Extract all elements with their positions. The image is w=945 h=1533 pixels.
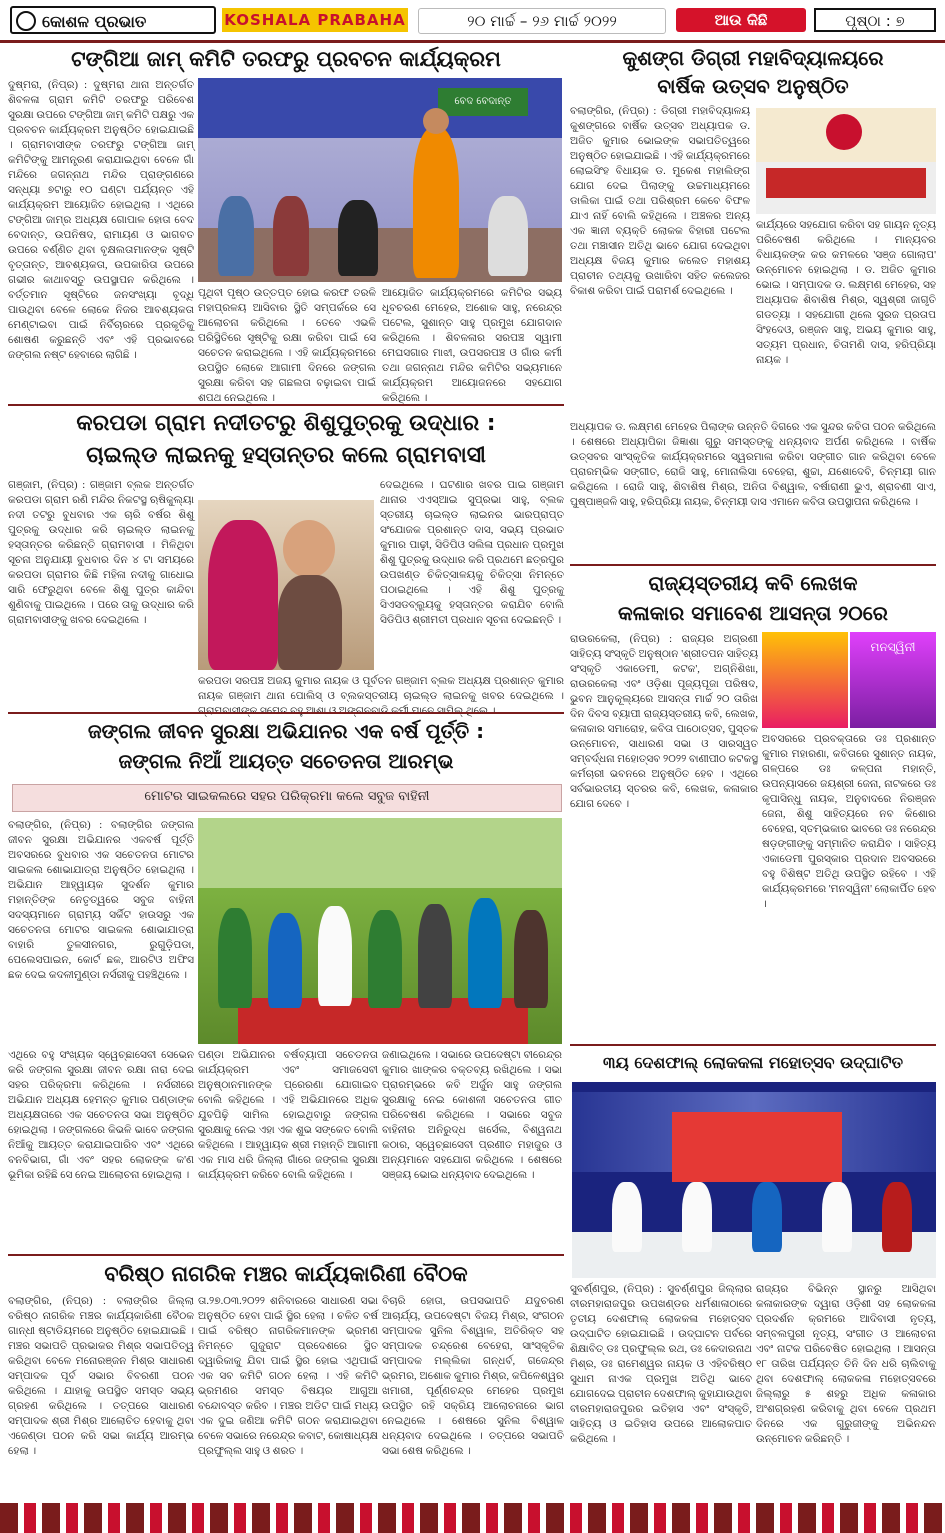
article3-photo xyxy=(198,500,374,670)
article3-body-col1: ଗଞ୍ଜାମ, (ନିପ୍ର) : ଗଞ୍ଜାମ ବ୍ଲକ ଅନ୍ତର୍ଗତ କରପଡା ଗ୍ରାମ ରଣି ମନ୍ଦିର ନିକଟସ୍ଥ ଋଷିକୁଲ୍ୟା ନଦୀ ତଟରୁ ବୁଧବାର ଏକ ଚାରି ବର୍ଷର ଶିଶୁ ପୁତ୍ରକୁ ଉଦ୍ଧାର କରି ଚାଇଲ୍ଡ ଲାଇନକୁ ହସ୍ତାନ୍ତର କରିଛନ୍ତି ଗ୍ରାମବାସୀ । ମିଳିଥିବା ସୂଚନା ଅନୁଯାୟୀ ବୁଧବାର ଦିନ ୪ ଟା ସମୟରେ କରପଡା ଗ୍ରାମର କିଛି ମହିଳା ନଦୀକୁ ଗାଧୋଇ ସାରି ଫେରୁଥିବା ବେଳେ ଶିଶୁ ପୁତ୍ର କାନ୍ଦିବା ଶୁଣିବାକୁ ପାଇଥିଲେ । ପରେ ତାକୁ ଉଦ୍ଧାର କରି ଗ୍ରାମବାସୀଙ୍କୁ ଖବର ଦେଇଥିଲେ । xyxy=(8,480,194,626)
divider xyxy=(570,564,936,566)
article6-body-col2: ରାଜ୍ୟର ବିଭିନ୍ନ ସ୍ଥାନରୁ ଆସିଥିବା କଳାକାରଙ୍କ ଦ୍ୱାରା ଓଡ଼ିଶୀ ସହ ଲୋକକଳା ପ୍ରଦର୍ଶନ କ୍ରମରେ ଆଦିବାସୀ ନୃତ୍ୟ, ସମ୍ବଲପୁରୀ ନୃତ୍ୟ, ସଂଗୀତ ଓ ଆଲୋଚନା ଏବଂ ନାଟକ ପରିବେଷିତ ହୋଇଥିଲା । ଆସନ୍ତା ୧୮ ତାରିଖ ପର୍ଯ୍ୟନ୍ତ ତିନି ଦିନ ଧରି ଚାଲିବାକୁ ଥିବା ଦେଶଫାଲ୍ ଲୋକକଳା ମହୋତ୍ସବରେ ଜିଲ୍ଲାରୁ ୫ ଶହରୁ ଅଧିକ କଳାକାର ଅଂଶଗ୍ରହଣ କରିବାକୁ ଥିବା ବେଳେ ପ୍ରଥମ ଦିନରେ ଏକ ଗୁରୁଜୀଙ୍କୁ ଅଭିନନ୍ଦନ ଉନ୍ମୋଚନ କରିଛନ୍ତି । xyxy=(756,1284,936,1445)
article3-headline-line2: ଚାଇଲ୍ଡ ଲାଇନକୁ ହସ୍ତାନ୍ତର କଲେ ଗ୍ରାମବାସୀ xyxy=(86,443,486,468)
group-member xyxy=(368,910,402,1008)
section-label: ଆଉ କିଛି xyxy=(676,8,806,32)
group-member xyxy=(268,913,302,1008)
divider xyxy=(8,1254,564,1256)
seated-person xyxy=(338,200,378,276)
logo-text: କୋଶଳ ପ୍ରଭାତ xyxy=(42,12,147,31)
article1-body-col2: ପୃଥିବୀ ପୃଷ୍ଠ ଉତ୍ତପ୍ତ ହୋଇ କରଫ ତରଳି ମହାପ୍ରଳୟ ଆସିବାର ସ୍ଥିତି ସମ୍ପର୍କରେ ସେ ଆଲୋଚନା କରିଥିଲେ । ତେବେ ଏଭଳି ପରିସ୍ଥିତିରେ ସୃଷ୍ଟିକୁ ରକ୍ଷା କରିବା ପାଇଁ ସେ ସଚେତନ କରାଇଥିଲେ । ଏହି କାର୍ଯ୍ୟକ୍ରମରେ ଉପସ୍ଥିତ ଲୋକେ ଆଗାମୀ ଦିନରେ ଜଙ୍ଗଲ ସୁରକ୍ଷା କରିବା ସହ ଗଛଲତା ବଢ଼ାଇବା ପାଇଁ ଶପଥ ନେଇଥିଲେ । xyxy=(198,288,376,404)
article5-body-col3: ପଣ୍ଡା ଅଭିଯାନର ବର୍ଷବ୍ୟାପୀ ସଚେତନତା କାର୍ଯ୍ୟକ୍ରମ ଏବଂ ସମାଜସେବୀ ଅନୁଷ୍ଠାନମାନଙ୍କ ପ୍ରେରଣା ଯୋଗାଇବ ବୋଲି କହିଥିଲେ । ଏହି ଅଭିଯାନରେ ଅଧିକ ଯୁବପିଢ଼ି ସାମିଲ ହୋଇଥିବାରୁ ଜଙ୍ଗଲ ସୁରକ୍ଷାକୁ ନେଇ ଏହା ଏକ ଶୁଭ ସଙ୍କେତ ବୋଲି କହିଥିଲେ । ଆହ୍ୱାୟକ ଶ୍ରୀ ମହାନ୍ତି ଆଗାମୀ ଏକ ମାସ ଧରି ଜିଲ୍ଲା ଗାଁରେ ଜଙ୍ଗଲ ସୁରକ୍ଷା କାର୍ଯ୍ୟକ୍ରମ କରିବେ ବୋଲି କହିଥିଲେ । xyxy=(198,1050,378,1181)
article2-body-col1: ବଲାଙ୍ଗିର, (ନିପ୍ର) : ଡିଗ୍ରୀ ମହାବିଦ୍ୟାଳୟ କୁଶଙ୍ଗରେ ବାର୍ଷିକ ଉତ୍ସବ ଅଧ୍ୟାପକ ଡ. ଅଜିତ କୁମାର ଭୋଇଙ୍କ ସଭାପତିତ୍ୱରେ ଅନୁଷ୍ଠିତ ହୋଇଯାଇଛି । ଏହି କାର୍ଯ୍ୟକ୍ରମରେ ଲୋଇସିଂହ ବିଧାୟକ ଡ. ମୁକେଶ ମହାଲିଙ୍ଗ ଯୋଗ ଦେଇ ପିଲାଙ୍କୁ ଉଚ୍ଚମାଧ୍ୟମରେ ଡାଲିକା ପାଇଁ ତଥା ପରିଶ୍ରମ କେବେ ବିଫଳ ଯାଏ ନାହିଁ ବୋଲି କହିଥିଲେ । ଅଞ୍ଚଳର ଅନ୍ୟ ଏକ ଜ୍ଞାନୀ ବ୍ୟକ୍ତି ଲୋକକ ବିହାରୀ ପଟେଲ ତଥା ମଞ୍ଚାସୀନ ଅତିଥି ଭାବେ ଯୋଗ ଦେଇଥିବା ଅଧ୍ୟକ୍ଷ ବିଜୟ କୁମାର କଲେତ ମହାଶୟ ପ୍ରାଚୀନ ତଥ୍ୟକୁ ଉଖାରିବା ସହିତ କଲେଜର ବିକାଶ କରିବା ପାଇଁ ପରାମର୍ଶ ଦେଇଥିଲେ । xyxy=(570,106,750,297)
article6-stage-photo xyxy=(572,1082,936,1278)
group-member xyxy=(318,906,352,1006)
festival-backdrop xyxy=(672,1112,842,1182)
seated-person xyxy=(273,196,309,276)
article1-photo xyxy=(198,78,562,282)
brand-name: KOSHALA PRABAHA xyxy=(222,8,408,32)
divider xyxy=(8,712,564,714)
seated-person xyxy=(218,196,254,276)
article7-headline: ବରିଷ୍ଠ ନାଗରିକ ମଞ୍ଚର କାର୍ଯ୍ୟକାରିଣୀ ବୈଠକ xyxy=(104,1262,468,1286)
newspaper-logo xyxy=(10,6,216,34)
guest-figure xyxy=(822,1182,852,1252)
article5-subheading: ମୋଟର ସାଇକଲରେ ସହର ପରିକ୍ରମା କଲେ ସବୁଜ ବାହିନୀ xyxy=(12,784,562,812)
speaker-head xyxy=(423,108,449,134)
group-member xyxy=(218,908,252,1008)
article5-body-col1: ବଲାଙ୍ଗିର, (ନିପ୍ର) : ବଲାଙ୍ଗିର ଜଙ୍ଗଲ ଜୀବନ ସୁରକ୍ଷା ଅଭିଯାନର ଏକବର୍ଷ ପୂର୍ତ୍ତି ଅବସରରେ ବୁଧବାର ଏକ ସଚେତନତା ମୋଟର ସାଇକଲ ଶୋଭାଯାତ୍ରା ଅନୁଷ୍ଠିତ ହୋଇଥିଲା । ଅଭିଯାନ ଆହ୍ୱାୟକ ସୁଦର୍ଶନ କୁମାର ମହାନ୍ତିଙ୍କ ନେତୃତ୍ୱରେ ସବୁଜ ବାହିନୀ ସଦସ୍ୟମାନେ ଗ୍ରାମ୍ୟ ସର୍କିଟ ହାଉସରୁ ଏକ ସଚେତନତା ମୋଟର ସାଇକଲ ଶୋଭାଯାତ୍ରା ବାହାରି ତୁଳସୀନଗର, ରୁଗୁଡ଼ିପଡା, ପେଲେସପାଇନ, କୋର୍ଟ ଛକ, ଆରଟିଓ ଅଫିସ ଛକ ଦେଇ କଦଳୀମୁଣ୍ଡା ନର୍ସରୀକୁ ପହଞ୍ଚିଥିଲେ । xyxy=(8,820,194,981)
guest-figure xyxy=(882,1182,912,1252)
article4-body-col2: ଅବସରରେ ପ୍ରବକ୍ତାରେ ଡଃ ପ୍ରଶାନ୍ତ କୁମାର ମହାରଣା, କବିତାରେ ସୁଶାନ୍ତ ନାୟକ, ଗଳ୍ପରେ ଡଃ କଳ୍ପନା ମହାନ୍ତି, ଉପନ୍ୟାସରେ ଜୟଶ୍ରୀ ଜେନା, ନାଟକରେ ଡଃ କୃପାସିନ୍ଧୁ ନାୟକ, ଅନୁବାଦରେ ନିରଞ୍ଜନ ଜେନା, ଶିଶୁ ସାହିତ୍ୟରେ ନବ କିଶୋର ବେହେରା, ସ୍ତମ୍ଭକାର ଭାବରେ ଡଃ ନରେନ୍ଦ୍ର ଷଡ଼ଙ୍ଗୀଙ୍କୁ ସମ୍ମାନିତ କରାଯିବ । ସାହିତ୍ୟ ଏକାଡେମୀ ପୁରସ୍କାର ପ୍ରଦାନ ଅବସରରେ ବହୁ ବିଶିଷ୍ଟ ଅତିଥି ଉପସ୍ଥିତ ରହିବେ । ଏହି କାର୍ଯ୍ୟକ୍ରମରେ 'ମନସ୍ୱିନୀ' ଲୋକାର୍ପିତ ହେବ । xyxy=(762,734,936,910)
woman-figure xyxy=(208,520,278,670)
college-emblem-icon xyxy=(826,114,862,150)
article2-photo xyxy=(756,108,936,214)
article5-headline-line2: ଜଙ୍ଗଲ ନିଆଁ ଆୟତ୍ତ ସଚେତନତା ଆରମ୍ଭ xyxy=(118,749,454,773)
guest-figure xyxy=(752,1182,782,1252)
article2-body-col3: ଅଧ୍ୟାପକ ଡ. ଲକ୍ଷ୍ମଣ ମେହେର ପିଲାଙ୍କ ଉନ୍ନତି ଦିଗରେ ଏକ ସୁନ୍ଦର କବିତା ପଠନ କରିଥିଲେ । ଶେଷରେ ଅଧ୍ୟାପିକା ଜିଜ୍ଞାଶା ଗୁରୁ ସମସ୍ତଙ୍କୁ ଧନ୍ୟବାଦ ଅର୍ପଣ କରିଥିଲେ । ବାର୍ଷିକ ଉତ୍ସବର ସାଂସ୍କୃତିକ କାର୍ଯ୍ୟକ୍ରମରେ ସ୍ୱରମାଳା କରିବା ସଙ୍ଗୀତ ଗାନ କରିଥିବା ବେଳେ ପ୍ରାରମ୍ଭିକ ସଙ୍ଗୀତ, ରୋଜି ସାହୁ, ମୋନାଲିସା ବେହେରା, ଶୁଚ୍ଚା, ଯଶୋଦେବି, ଚିନ୍ମୟୀ ଗାନ କରିଥିଲେ । ରୋଜି ସାହୁ, ଶିବାଶିଷ ମିଶ୍ର, ଅନିତା ବିଶ୍ୱାଳ, ବର୍ଷାରାଣୀ ଭୁଏ, ଶ୍ରାବଣୀ ସାଏ, ପୁଷ୍ପାଞ୍ଜଳି ସାହୁ, ହରିପ୍ରିୟା ନାୟକ, ଚିନ୍ମୟୀ ଦାସ ଏମାନେ କବିତା ଉପସ୍ଥାପନା କରିଥିଲେ । xyxy=(570,422,936,508)
article5-headline-line1: ଜଙ୍ଗଲ ଜୀବନ ସୁରକ୍ଷା ଅଭିଯାନର ଏକ ବର୍ଷ ପୂର୍ତ୍ତି : xyxy=(87,719,485,743)
article7-body-col2: ତା.୨୭.୦୩.୨୦୨୨ ଶନିବାରରେ ସାଧାରଣ ସଭା ଅନୁଷ୍ଠିତ ହେବା ପାଇଁ ସ୍ଥିର ହେଲା । ଚଳିତ ବର୍ଷ ପାଇଁ ବରିଷ୍ଠ ନାଗରିକମାନଙ୍କ ଭ୍ରମଣ ନିମନ୍ତେ ଗୁଜୁରାଟ ପ୍ରଦେଶରେ ସ୍ଥିତ ଦ୍ୱାରିକାକୁ ଯିବା ପାଇଁ ସ୍ଥିର ହୋଇ ଏଥିପାଇଁ ଏକ ସବ କମିଟି ଗଠନ ହେଲା । ଏହି କମିଟି ଭ୍ରମଣର ସମସ୍ତ ବିଷୟର ଆଗୁଆ ବନ୍ଦୋବସ୍ତ କରିବ । ମଞ୍ଚର ଅଡିଟ ପାଇଁ ମଧ୍ୟ ଏକ ଦୁଇ ଜଣିଆ କମିଟି ଗଠନ କରାଯାଇଥିବା ବେଳେ ସଭାରେ ନରେନ୍ଦ୍ର କବାଟ, କୋଷାଧ୍ୟକ୍ଷ ପ୍ରଫୁଲ୍ଲ ସାହୁ ଓ ଶରତ । xyxy=(198,1296,378,1457)
guest-figure xyxy=(682,1182,712,1252)
book-cover-1 xyxy=(762,632,848,728)
article7-body-col3: ବିଚାରି ହୋତା, ଉପସଭାପତି ଯଦୁଚରଣ ଆଚାର୍ଯ୍ୟ, ଉପଦେଷ୍ଟା ବିଜୟ ମିଶ୍ର, ସଂଗଠନ ସମ୍ପାଦକ ସୁନିଲ ବିଶ୍ୱାଳ, ଅତିରିକ୍ତ ସହ ସମ୍ପାଦକ ଚନ୍ଦ୍ରେଶ ବେହେରା, ସାଂସ୍କୃତିକ ସମ୍ପାଦକ ମଲ୍ଲିକା ଗନ୍ଧର୍ବ, ଗଜେନ୍ଦ୍ର ଭ୍ରମର, ଅଶୋକ କୁମାର ମିଶ୍ର, କପିଳେଶ୍ୱର ଖମାରୀ, ପୂର୍ଣ୍ଣଚନ୍ଦ୍ର ମେହେର ପ୍ରମୁଖ ଉପସ୍ଥିତ ରହି ସକ୍ରିୟ ଆଲୋଚନାରେ ଭାଗ ନେଇଥିଲେ । ଶେଷରେ ସୁନିଲ ବିଶ୍ୱାଳ ଧନ୍ୟବାଦ ଦେଇଥିଲେ । ତତ୍ପରେ ସଭାପତି ସଭା ଶେଷ କରିଥିଲେ । xyxy=(382,1296,564,1457)
child-head xyxy=(283,520,335,578)
group-member xyxy=(468,898,502,1008)
article1-body-col3: ଆୟୋଜିତ କାର୍ଯ୍ୟକ୍ରମରେ କମିଟିର ସଭ୍ୟ ଧୂବଚରଣ ମେହେର, ଅଶୋକ ସାହୁ, ନରେନ୍ଦ୍ର ପଟେଲ, ସୁଶାନ୍ତ ସାହୁ ପ୍ରମୁଖ ଯୋଗଦାନ କରିଥିଲେ । ଶିବଳଳାର ସରପଞ୍ଚ ସ୍ୱାମୀ ମେଘସଗାର ମାଝୀ, ଉପସରପଞ୍ଚ ଓ ଗାଁର କର୍ମୀ ତଥା ଜଗନ୍ନାଥ ମନ୍ଦିର କମିଟିର ସଭ୍ୟମାନେ କାର୍ଯ୍ୟକ୍ରମ ଆୟୋଜନରେ ସହଯୋଗ କରିଥିଲେ । xyxy=(382,288,562,404)
issue-date: ୨୦ ମାର୍ଚ୍ଚ – ୨୬ ମାର୍ଚ୍ଚ ୨୦୨୨ xyxy=(418,8,666,34)
article6-body-col1: ସୁବର୍ଣ୍ଣପୁର, (ନିପ୍ର) : ସୁବର୍ଣ୍ଣପୁର ଜିଲ୍ଲାର ବୀରମହାରାଜପୁର ଉପଖଣ୍ଡର ଧର୍ମଶାଳାଠାରେ ତୃତୀୟ ଦେଶଫାଲ୍ ଲୋକକଳା ମହୋତ୍ସବ ଉଦ୍‌ଘାଟିତ ହୋଇଯାଇଛି । ଉଦ୍‌ଘାଟନ ପର୍ବରେ ଶିକ୍ଷାବିତ୍ ଡଃ ପ୍ରଫୁଲ୍ଲ ରଥ, ଡଃ କେଦାରନାଥ ମିଶ୍ର, ଡଃ ରାମେଶ୍ୱର ନାୟକ ଓ ଏହିବରିଷ୍ଠ ସୁଧାମ ନାଏକ ପ୍ରମୁଖ ଅତିଥି ଭାବେ ଯୋଗଦେଇ ପ୍ରାଚୀନ ଦେଶଫାଲ୍ କୁହାଯାଉଥିବା ବୀରମହାରାଜପୁରର ଇତିହାସ ଏବଂ ସଂସ୍କୃତି, ସାହିତ୍ୟ ଓ ଇତିହାସ ଉପରେ ଆଲୋକପାତ କରିଥିଲେ । xyxy=(570,1284,752,1445)
article1-body-col1: ଦୁଷ୍ମରା, (ନିପ୍ର) : ଦୁଷ୍ମରା ଥାନା ଅନ୍ତର୍ଗତ ଶିବଳଳା ଗ୍ରାମ କମିଟି ତରଫରୁ ପରିବେଶ ସୁରକ୍ଷା ଉପରେ ଟଙ୍ଗିଆ ଜାମ୍ କମିଟି ପକ୍ଷରୁ ଏକ ପ୍ରବଚନ କାର୍ଯ୍ୟକ୍ରମ ଅନୁଷ୍ଠିତ ହୋଇଯାଇଛି । ଗ୍ରାମବାସୀଙ୍କ ତରଫରୁ ଟଙ୍ଗିଆ ଜାମ୍ କମିଟିଙ୍କୁ ଆମନ୍ତ୍ରଣ କରାଯାଇଥିବା ବେଳେ ଗାଁ ମନ୍ଦିରେ ଜଗନ୍ନାଥ ମନ୍ଦିର ପ୍ରାଙ୍ଗଣରେ ସନ୍ଧ୍ୟା ୭ଟାରୁ ୧୦ ଘଣ୍ଟା ପର୍ଯ୍ୟନ୍ତ ଏହି କାର୍ଯ୍ୟକ୍ରମ ଆୟୋଜିତ ହୋଇଥିଲା । ଏଥିରେ ଟଙ୍ଗିଆ ଜାମ୍‌ର ଅଧ୍ୟକ୍ଷ ଗୋପାଳ ହୋତା ବେଦ ବେଦାନ୍ତ, ଉପନିଷଦ, ରାମାୟଣ ଓ ଭାଗବତ ଉପରେ ବର୍ଣ୍ଣିତ ଥିବା ବୃକ୍ଷଲତାମାନଙ୍କ ସୃଷ୍ଟି ବୃତ୍ତାନ୍ତ, ଆବଶ୍ୟକତା, ଉପକାରିତା ଉପରେ ଗଭୀର କାଥାବସ୍ତୁ ଉପସ୍ଥାପନ କରିଥିଲେ । ବର୍ତ୍ତମାନ ସୃଷ୍ଟିରେ ଜନସଂଖ୍ୟା ବୃଦ୍ଧି ପାଉଥିବା ବେଳେ ଲୋକେ ନିଜର ଆବଶ୍ୟକତା ମେଣ୍ଟାଇବା ପାଇଁ ନିର୍ବିଚାରରେ ପ୍ରକୃତିକୁ ଶୋଷଣ କରୁଛନ୍ତି ଏବଂ ଏହି ପ୍ରଭାବରେ ଜଙ୍ଗଲ ନଷ୍ଟ ହେବାରେ ଲାଗିଛି । xyxy=(8,80,194,361)
dais-table xyxy=(766,168,926,198)
stage-banner: ବେଦ ବେଦାନ୍ତ xyxy=(438,88,528,116)
article4-headline-line2: କଳାକାର ସମାବେଶ ଆସନ୍ତା ୨୦ରେ xyxy=(618,601,888,625)
guest-figure xyxy=(612,1182,642,1252)
child-figure xyxy=(278,575,342,670)
article4-book-covers xyxy=(762,632,936,728)
logo-emblem-icon xyxy=(16,11,36,31)
article1-headline: ଟଙ୍ଗିଆ ଜାମ୍ କମିଟି ତରଫରୁ ପ୍ରବଚନ କାର୍ଯ୍ୟକ୍ରମ xyxy=(71,47,501,71)
article6-headline: ୩ୟ ଦେଶଫାଲ୍ ଲୋକକଳା ମହୋତ୍ସବ ଉଦ୍‌ଘାଟିତ xyxy=(603,1053,903,1072)
article5-body-col4: ଜଣାଇଥିଲେ । ସଭାରେ ଉପଦେଷ୍ଟା ବୀରେନ୍ଦ୍ର କୁମାର ଖାଙ୍କର ବକ୍ତବ୍ୟ ରଖିଥିଲେ । ସଭା ପ୍ରାରମ୍ଭରେ କବି ଅର୍ଜୁନ ସାହୁ ଜଙ୍ଗଲ ସୁରକ୍ଷାକୁ ନେଇ କୋଶଳୀ ସଚେତନତା ଗୀତ ପରିବେଷଣ କରିଥିଲେ । ସଭାରେ ସବୁଜ ବାହିନୀର ଅନିରୁଦ୍ଧ ଖର୍ସେଲ, ବିଶ୍ୱନାଥ କଠାର, ସ୍ୱେଚ୍ଛାସେବୀ ପ୍ରଣୀତ ମହାଜୁର ଓ ଅନ୍ୟମାନେ ସହଯୋଗ କରିଥିଲେ । ଶେଷରେ ସଞ୍ଜୟ ଭୋଇ ଧନ୍ୟବାଦ ଦେଇଥିଲେ । xyxy=(382,1050,562,1181)
speaker-figure xyxy=(413,128,459,278)
article4-headline-line1: ରାଜ୍ୟସ୍ତରୀୟ କବି ଲେଖକ xyxy=(648,571,858,595)
article5-group-photo xyxy=(198,818,562,1044)
article5-body-col2: ଏଥିରେ ବହୁ ସଂଖ୍ୟକ ସ୍ୱେଚ୍ଛାସେବୀ ସେଭେନ କରି ଜଙ୍ଗଲ ସୁରକ୍ଷା ଜୀବନ ରକ୍ଷା ନାରା ଦେଇ ସହର ପରିକ୍ରମା କରିଥିଲେ । ନର୍ସରୀରେ ଅଭିଯାନ ଅଧ୍ୟକ୍ଷ ହେମନ୍ତ କୁମାର ପଣ୍ଡାଙ୍କ ଅଧ୍ୟକ୍ଷତାରେ ଏକ ସଚେତନତା ସଭା ଅନୁଷ୍ଠିତ ହୋଇଥିଲା । ଜଙ୍ଗଲରେ କିଭଳି ଭାବେ ଜଙ୍ଗଲ ନିଆଁକୁ ଆୟତ୍ତ କରାଯାଇପାରିବ ଏବଂ ଏଥିରେ ବନବିଭାଗ, ଗାଁ ଏବଂ ସହର ଲୋକଙ୍କ କ'ଣ ଭୂମିକା ରହିଛି ସେ ନେଇ ଆଲୋଚନା ହୋଇଥିଲା । xyxy=(8,1050,194,1181)
divider xyxy=(570,1044,936,1046)
article3-body-col2: ଦେଇଥିଲେ । ଘଟଣାର ଖବର ପାଇ ଗଞ୍ଜାମ ଥାନାର ଏଏସ୍‌ଆଇ ସୁପ୍ରଭା ସାହୁ, ବ୍ଲକ ସ୍ତରୀୟ ଚାଇଲ୍ଡ ଲାଇନର ଭାରପ୍ରାପ୍ତ ସଂଯୋଜକ ପ୍ରଶାନ୍ତ ଦାସ, ସଭ୍ୟ ପ୍ରଭାତ କୁମାର ପାଢ଼ୀ, ସିଡିପିଓ ସଲିଳା ପ୍ରଧାନ ପ୍ରମୁଖ ଶିଶୁ ପୁତ୍ରକୁ ଉଦ୍ଧାର କରି ପ୍ରଥମେ ଛତ୍ରପୁର ଉପଖଣ୍ଡ ଚିକିତ୍ସାଳୟକୁ ଚିକିତ୍ସା ନିମନ୍ତେ ପଠାଇଥିଲେ । ଏହି ଶିଶୁ ପୁତ୍ରକୁ ସିଏସଡବ୍ଲ୍ୟୁକୁ ହସ୍ତାନ୍ତର କରାଯିବ ବୋଲି ସିଡିପିଓ ଶ୍ରୀମତୀ ପ୍ରଧାନ ସୂଚନା ଦେଇଛନ୍ତି । xyxy=(380,480,564,626)
group-member xyxy=(418,904,452,1008)
article7-body-col1: ବଲାଙ୍ଗିର, (ନିପ୍ର) : ବଲାଙ୍ଗିର ଜିଲ୍ଲା ବରିଷ୍ଠ ନାଗରିକ ମଞ୍ଚର କାର୍ଯ୍ୟକାରିଣୀ ବୈଠକ ଗାନ୍ଧୀ ଷ୍ଟାଡିୟମରେ ଅନୁଷ୍ଠିତ ହୋଇଯାଇଛି । ମଞ୍ଚର ସଭାପତି ପ୍ରଭାକର ମିଶ୍ର ସଭାପତିତ୍ୱ କରିଥିବା ବେଳେ ମନୋରଞ୍ଜନ ମିଶ୍ର ସାଧାରଣ ସମ୍ପାଦକ ପୂର୍ବ ସଭାର ବିବରଣୀ ପଠନ କରିଥିଲେ । ଯାହାକୁ ଉପସ୍ଥିତ ସମସ୍ତ ସଭ୍ୟ ଗ୍ରହଣ କରିଥିଲେ । ତତ୍ପରେ ସାଧାରଣ ସମ୍ପାଦକ ଶ୍ରୀ ମିଶ୍ର ଆଲୋଚିତ ହେବାକୁ ଥିବା ଏଜେଣ୍ଡା ପଠନ କରି ସଭା କାର୍ଯ୍ୟ ଆରମ୍ଭ ହେଲା । xyxy=(8,1296,194,1457)
article3-headline-line1: କରପଡା ଗ୍ରାମ ନଦୀତଟରୁ ଶିଶୁପୁତ୍ରକୁ ଉଦ୍ଧାର : xyxy=(76,411,496,436)
article2-body-col2: କାର୍ଯ୍ୟରେ ସହଯୋଗ କରିବା ସହ ଗାୟନ ନୃତ୍ୟ ପରିବେଷଣ କରିଥିଲେ । ମାନ୍ୟବର ବିଧାୟକଙ୍କ କର କମଳରେ 'ସଞ୍ଜ ଗୋଲାପ' ଉନ୍ମୋଚନ ହୋଇଥିଲା । ଡ. ଅଜିତ କୁମାର ଭୋଇ । ସମ୍ପାଦକ ଡ. ଲକ୍ଷ୍ମଣ ମେହେର, ସହ ଅଧ୍ୟାପକ ଶିବାଶିଷ ମିଶ୍ର, ସ୍ୱଶ୍ରୀ ଜାଗୃତି ଗଡତ୍ୟା । ସହଯୋଗୀ ଥିଲେ ସୁରଜ ପ୍ରତାପ ସିଂହଦେଓ, ରଞ୍ଜନ ସାହୁ, ଅଭୟ କୁମାର ସାହୁ, ସତ୍ୟମ ପ୍ରଧାନ, ଚିତାମଣି ଦାସ, ହରିପ୍ରିୟା ନାୟକ । xyxy=(756,220,936,366)
page-number: ପୃଷ୍ଠା : ୭ xyxy=(814,8,936,32)
group-member xyxy=(514,910,548,1008)
article2-headline-line2: ବାର୍ଷିକ ଉତ୍ସବ ଅନୁଷ୍ଠିତ xyxy=(657,74,849,98)
trees-background xyxy=(198,818,562,888)
article4-body-col1: ରାଉରକେଲା, (ନିପ୍ର) : ରାଜ୍ୟର ଅଗ୍ରଣୀ ସାହିତ୍ୟ ସଂସ୍କୃତି ଅନୁଷ୍ଠାନ 'ଶ୍ରୀତପନ ସାହିତ୍ୟ ସଂସ୍କୃତି ଏକାଡେମୀ, କଟକ', ଅଗ୍ନିଶିଖା, ରାଉରକେଲା ଏବଂ ଓଡ଼ିଶା ପୂଜ୍ୟପୂଜା ପରିଷଦ, ଭୁବନ ଆନୁକୂଲ୍ୟରେ ଆସନ୍ତା ମାର୍ଚ୍ଚ ୨୦ ତାରିଖ ଦିନ ଦିବସ ବ୍ୟାପୀ ରାଜ୍ୟସ୍ତରୀୟ କବି, ଲେଖକ, କଳାକାର ସମାରୋହ, କବିତା ପାଠୋତ୍ସବ, ପୁସ୍ତକ ଉନ୍ମୋଚନ, ସାଧାରଣ ସଭା ଓ ସାରସ୍ୱତ ସମ୍ବର୍ଦ୍ଧନା ମହୋତ୍ସବ ୨୦୨୨ ବାଣୀପୀଠ କଟକସ୍ଥ କର୍ମଚାରୀ ଭବନରେ ଅନୁଷ୍ଠିତ ହେବ । ଏଥିରେ ସର୍ବଭାରତୀୟ ସ୍ତରର କବି, ଲେଖକ, କଳାକାର ଯୋଗ ଦେବେ । xyxy=(570,634,758,810)
divider xyxy=(8,404,564,406)
seated-person xyxy=(488,196,528,276)
book-cover-2: ମନସ୍ୱିନୀ xyxy=(850,632,936,728)
article3-body-col3: କରପଡା ସରପଞ୍ଚ ଅଜୟ କୁମାର ନାୟକ ଓ ପୂର୍ବତନ ଗଞ୍ଜାମ ବ୍ଲକ ଅଧ୍ୟକ୍ଷ ପ୍ରଶାନ୍ତ କୁମାର ନାୟକ ଗଞ୍ଜାମ ଥାନା ପୋଲିସ୍ ଓ ବ୍ଲକସ୍ତରୀୟ ଚାଇଲ୍ଡ ଲାଇନକୁ ଖବର ଦେଇଥିଲେ । xyxy=(198,676,564,702)
article2-headline-line1: କୁଶଙ୍ଗ ଡିଗ୍ରୀ ମହାବିଦ୍ୟାଳୟରେ xyxy=(622,46,884,70)
decorative-footer-border xyxy=(0,1503,945,1533)
